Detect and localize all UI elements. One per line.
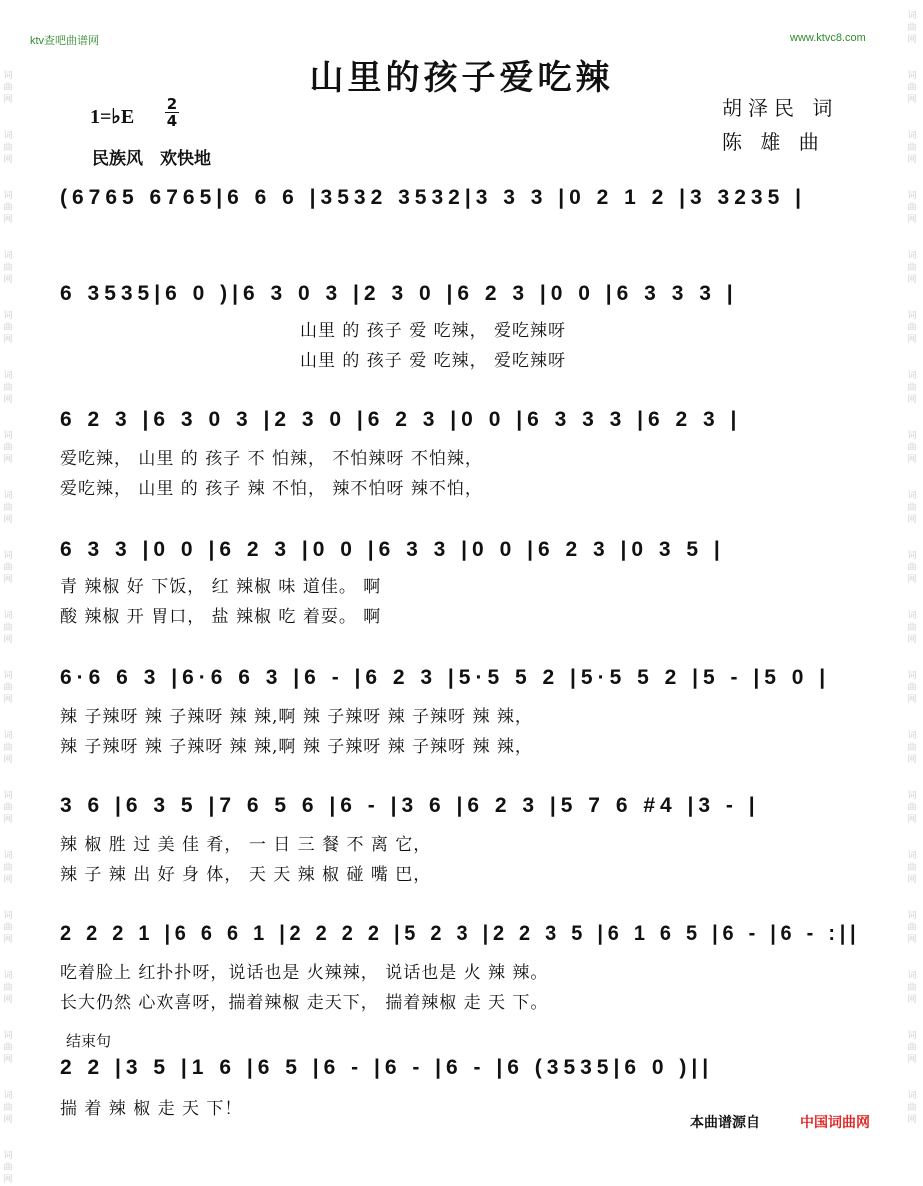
time-denominator: 4 <box>166 112 178 130</box>
lyric-line-2b: 山里 的 孩子 爱 吃辣， 爱吃辣呀 <box>300 351 567 371</box>
song-title: 山里的孩子爱吃辣 <box>309 58 614 98</box>
lyric-line-4b: 酸 辣椒 开 胃口， 盐 辣椒 吃 着耍。 啊 <box>60 607 382 627</box>
lyric-line-2a: 山里 的 孩子 爱 吃辣， 爱吃辣呀 <box>300 321 567 341</box>
lyric-line-3b: 爱吃辣， 山里 的 孩子 辣 不怕， 辣不怕呀 辣不怕， <box>60 479 483 499</box>
tempo-style: 民族风 欢快地 <box>92 149 211 169</box>
notation-line-4: 6 3 3 |0 0 |6 2 3 |0 0 |6 3 3 |0 0 |6 2 3 |0 3 5 | <box>60 538 725 561</box>
lyric-line-4a: 青 辣椒 好 下饭， 红 辣椒 味 道佳。 啊 <box>60 577 382 597</box>
lyric-line-5a: 辣 子辣呀 辣 子辣呀 辣 辣,啊 辣 子辣呀 辣 子辣呀 辣 辣， <box>60 707 533 727</box>
lyric-line-3a: 爱吃辣， 山里 的 孩子 不 怕辣， 不怕辣呀 不怕辣， <box>60 449 483 469</box>
footer-source-site[interactable]: 中国词曲网 <box>800 1115 870 1131</box>
side-watermark-right: 词 曲 网 词 曲 网 词 曲 网 词 曲 网 词 曲 网 词 曲 网 词 曲 网 词 曲 网 词 曲 网 词 曲 网 词 曲 网 词 曲 网 词 曲 网 词 曲 网 词 曲 网 词 曲 网 词 曲 网 词 曲 网 词 曲 网 <box>907 11 917 1125</box>
site-url-right[interactable]: www.ktvc8.com <box>790 32 866 44</box>
footer-source-label: 本曲谱源自 <box>690 1115 760 1131</box>
lyric-line-6b: 辣 子 辣 出 好 身 体， 天 天 辣 椒 碰 嘴 巴， <box>60 865 432 885</box>
notation-line-2: 6 3535|6 0 )|6 3 0 3 |2 3 0 |6 2 3 |0 0 |6 3 3 3 | <box>60 282 738 305</box>
side-watermark-left: 词 曲 网 词 曲 网 词 曲 网 词 曲 网 词 曲 网 词 曲 网 词 曲 网 词 曲 网 词 曲 网 词 曲 网 词 曲 网 词 曲 网 词 曲 网 词 曲 网 词 曲 网 词 曲 网 词 曲 网 词 曲 网 词 曲 网 <box>3 71 13 1185</box>
lyric-line-7a: 吃着脸上 红扑扑呀，说话也是 火辣辣， 说话也是 火 辣 辣。 <box>60 963 549 983</box>
lyric-line-7b: 长大仍然 心欢喜呀，揣着辣椒 走天下， 揣着辣椒 走 天 下。 <box>60 993 549 1013</box>
key-signature: 1=♭E <box>90 106 135 128</box>
time-signature <box>165 96 179 129</box>
ending-label: 结束句 <box>66 1032 112 1050</box>
notation-line-1: (6765 6765|6 6 6 |3532 3532|3 3 3 |0 2 1 2 |3 3235 | <box>60 186 806 209</box>
lyricist-credit: 胡泽民 词 <box>722 96 839 120</box>
lyric-line-5b: 辣 子辣呀 辣 子辣呀 辣 辣,啊 辣 子辣呀 辣 子辣呀 辣 辣， <box>60 737 533 757</box>
lyric-line-6a: 辣 椒 胜 过 美 佳 肴， 一 日 三 餐 不 离 它， <box>60 835 432 855</box>
composer-credit: 陈 雄 曲 <box>722 130 825 154</box>
notation-line-5: 6·6 6 3 |6·6 6 3 |6 - |6 2 3 |5·5 5 2 |5·5 5 2 |5 - |5 0 | <box>60 666 831 689</box>
time-numerator: 2 <box>166 95 178 113</box>
notation-line-6: 3 6 |6 3 5 |7 6 5 6 |6 - |3 6 |6 2 3 |5 7 6 #4 |3 - | <box>60 794 760 817</box>
site-name-left[interactable]: ktv查吧曲谱网 <box>30 35 100 47</box>
lyric-line-8a: 揣 着 辣 椒 走 天 下！ <box>60 1099 243 1119</box>
notation-line-3: 6 2 3 |6 3 0 3 |2 3 0 |6 2 3 |0 0 |6 3 3 3 |6 2 3 | <box>60 408 742 431</box>
notation-line-8: 2 2 |3 5 |1 6 |6 5 |6 - |6 - |6 - |6 (3535|6 0 )|| <box>60 1056 714 1079</box>
notation-line-7: 2 2 2 1 |6 6 6 1 |2 2 2 2 |5 2 3 |2 2 3 5 |6 1 6 5 |6 - |6 - :|| <box>60 922 861 945</box>
